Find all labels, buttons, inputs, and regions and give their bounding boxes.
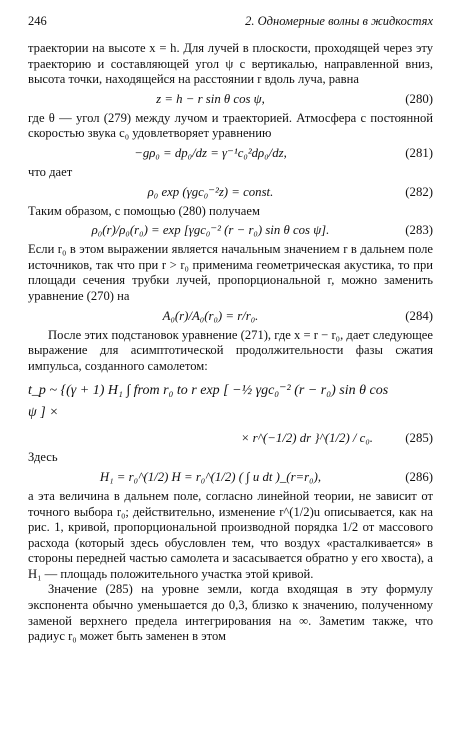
equation — [28, 91, 433, 107]
equation — [28, 222, 433, 238]
equation-body: −gρ₀ = dp₀/dz = γ⁻¹c₀²dρ₀/dz, — [134, 145, 287, 160]
equation — [28, 308, 433, 324]
equation-number: (282) — [405, 184, 433, 199]
paragraph: Значение (285) на уровне земли, когда входящая в эту формулу экспонента обычно уменьшается до 0,3, близко к значению, полученному заменой верхнего предела интегрирования на ∞. Заметим также, что радиус r₀ может быть заменен в этом — [28, 582, 433, 644]
equation — [28, 469, 433, 485]
page-content — [28, 41, 433, 645]
equation-number: (283) — [405, 223, 433, 238]
equation-body: ρ₀ exp (γgc₀⁻²z) = const. — [147, 184, 274, 199]
equation-body: H₁ = r₀^(1/2) H = r₀^(1/2) ( ∫ u dt )_(r=r₀), — [99, 469, 322, 484]
equation — [28, 430, 433, 446]
equation-body: ρ₀(r)/ρ₀(r₀) = exp [γgc₀⁻² (r − r₀) sin θ cos ψ]. — [91, 223, 330, 238]
equation-number: (284) — [405, 308, 433, 323]
equation — [28, 145, 433, 161]
page-header — [28, 14, 433, 29]
equation — [28, 184, 433, 200]
page-number: 246 — [28, 14, 47, 28]
equation-body: A₀(r)/A₀(r₀) = r/r₀. — [162, 308, 259, 323]
running-title: 2. Одномерные волны в жидкостях — [245, 14, 433, 28]
equation — [28, 380, 433, 424]
equation-body: z = h − r sin θ cos ψ, — [156, 91, 265, 106]
equation-body: t_p ~ {(γ + 1) H₁ ∫ from r₀ to r exp [ −½ γgc₀⁻² (r − r₀) sin θ cos ψ ] × — [28, 383, 389, 421]
equation-number: (286) — [405, 469, 433, 484]
equation-body: × r^(−1/2) dr }^(1/2) / c₀. — [240, 431, 373, 446]
equation-number: (281) — [405, 145, 433, 160]
equation-number: (280) — [405, 91, 433, 106]
paragraph: что дает — [28, 164, 73, 179]
paragraph: Здесь — [28, 450, 58, 465]
paragraph: где θ — угол (279) между лучом и траекторией. Атмосфера с постоянной скоростью звука c₀ удовлетворяет уравнению — [28, 110, 433, 141]
paragraph: траектории на высоте x = h. Для лучей в плоскости, проходящей через эту траекторию и составляющей угол ψ с вертикалью, направленной вниз, высота точки, находящейся на расстоянии r вдоль луча, равна — [28, 41, 433, 87]
equation-number: (285) — [405, 431, 433, 446]
paragraph: Если r₀ в этом выражении является начальным значением r в дальнем поле источников, так что при r > r₀ применима геометрическая акустика, то при площади сечения трубки лучей, пропорциональной r, можно заменить уравнение (270) на — [28, 242, 433, 303]
paragraph: Таким образом, с помощью (280) получаем — [28, 203, 260, 218]
paragraph: а эта величина в дальнем поле, согласно линейной теории, не зависит от точного выбора r₀; действительно, изменение r^(1/2)u описывается, как на рис. 1, кривой, пропорциональной производной порядка 1/2 от массового расхода (который здесь обусловлен тем, что воздух «расталкивается» в стороны передней частью самолета и засасывается обратно у его хвоста), а H₁ — площадь положительного участка этой кривой. — [28, 488, 433, 581]
paragraph: После этих подстановок уравнение (271), где x = r − r₀, дает следующее выражение для асимптотической продолжительности фазы сжатия импульса, созданного самолетом: — [28, 327, 433, 373]
